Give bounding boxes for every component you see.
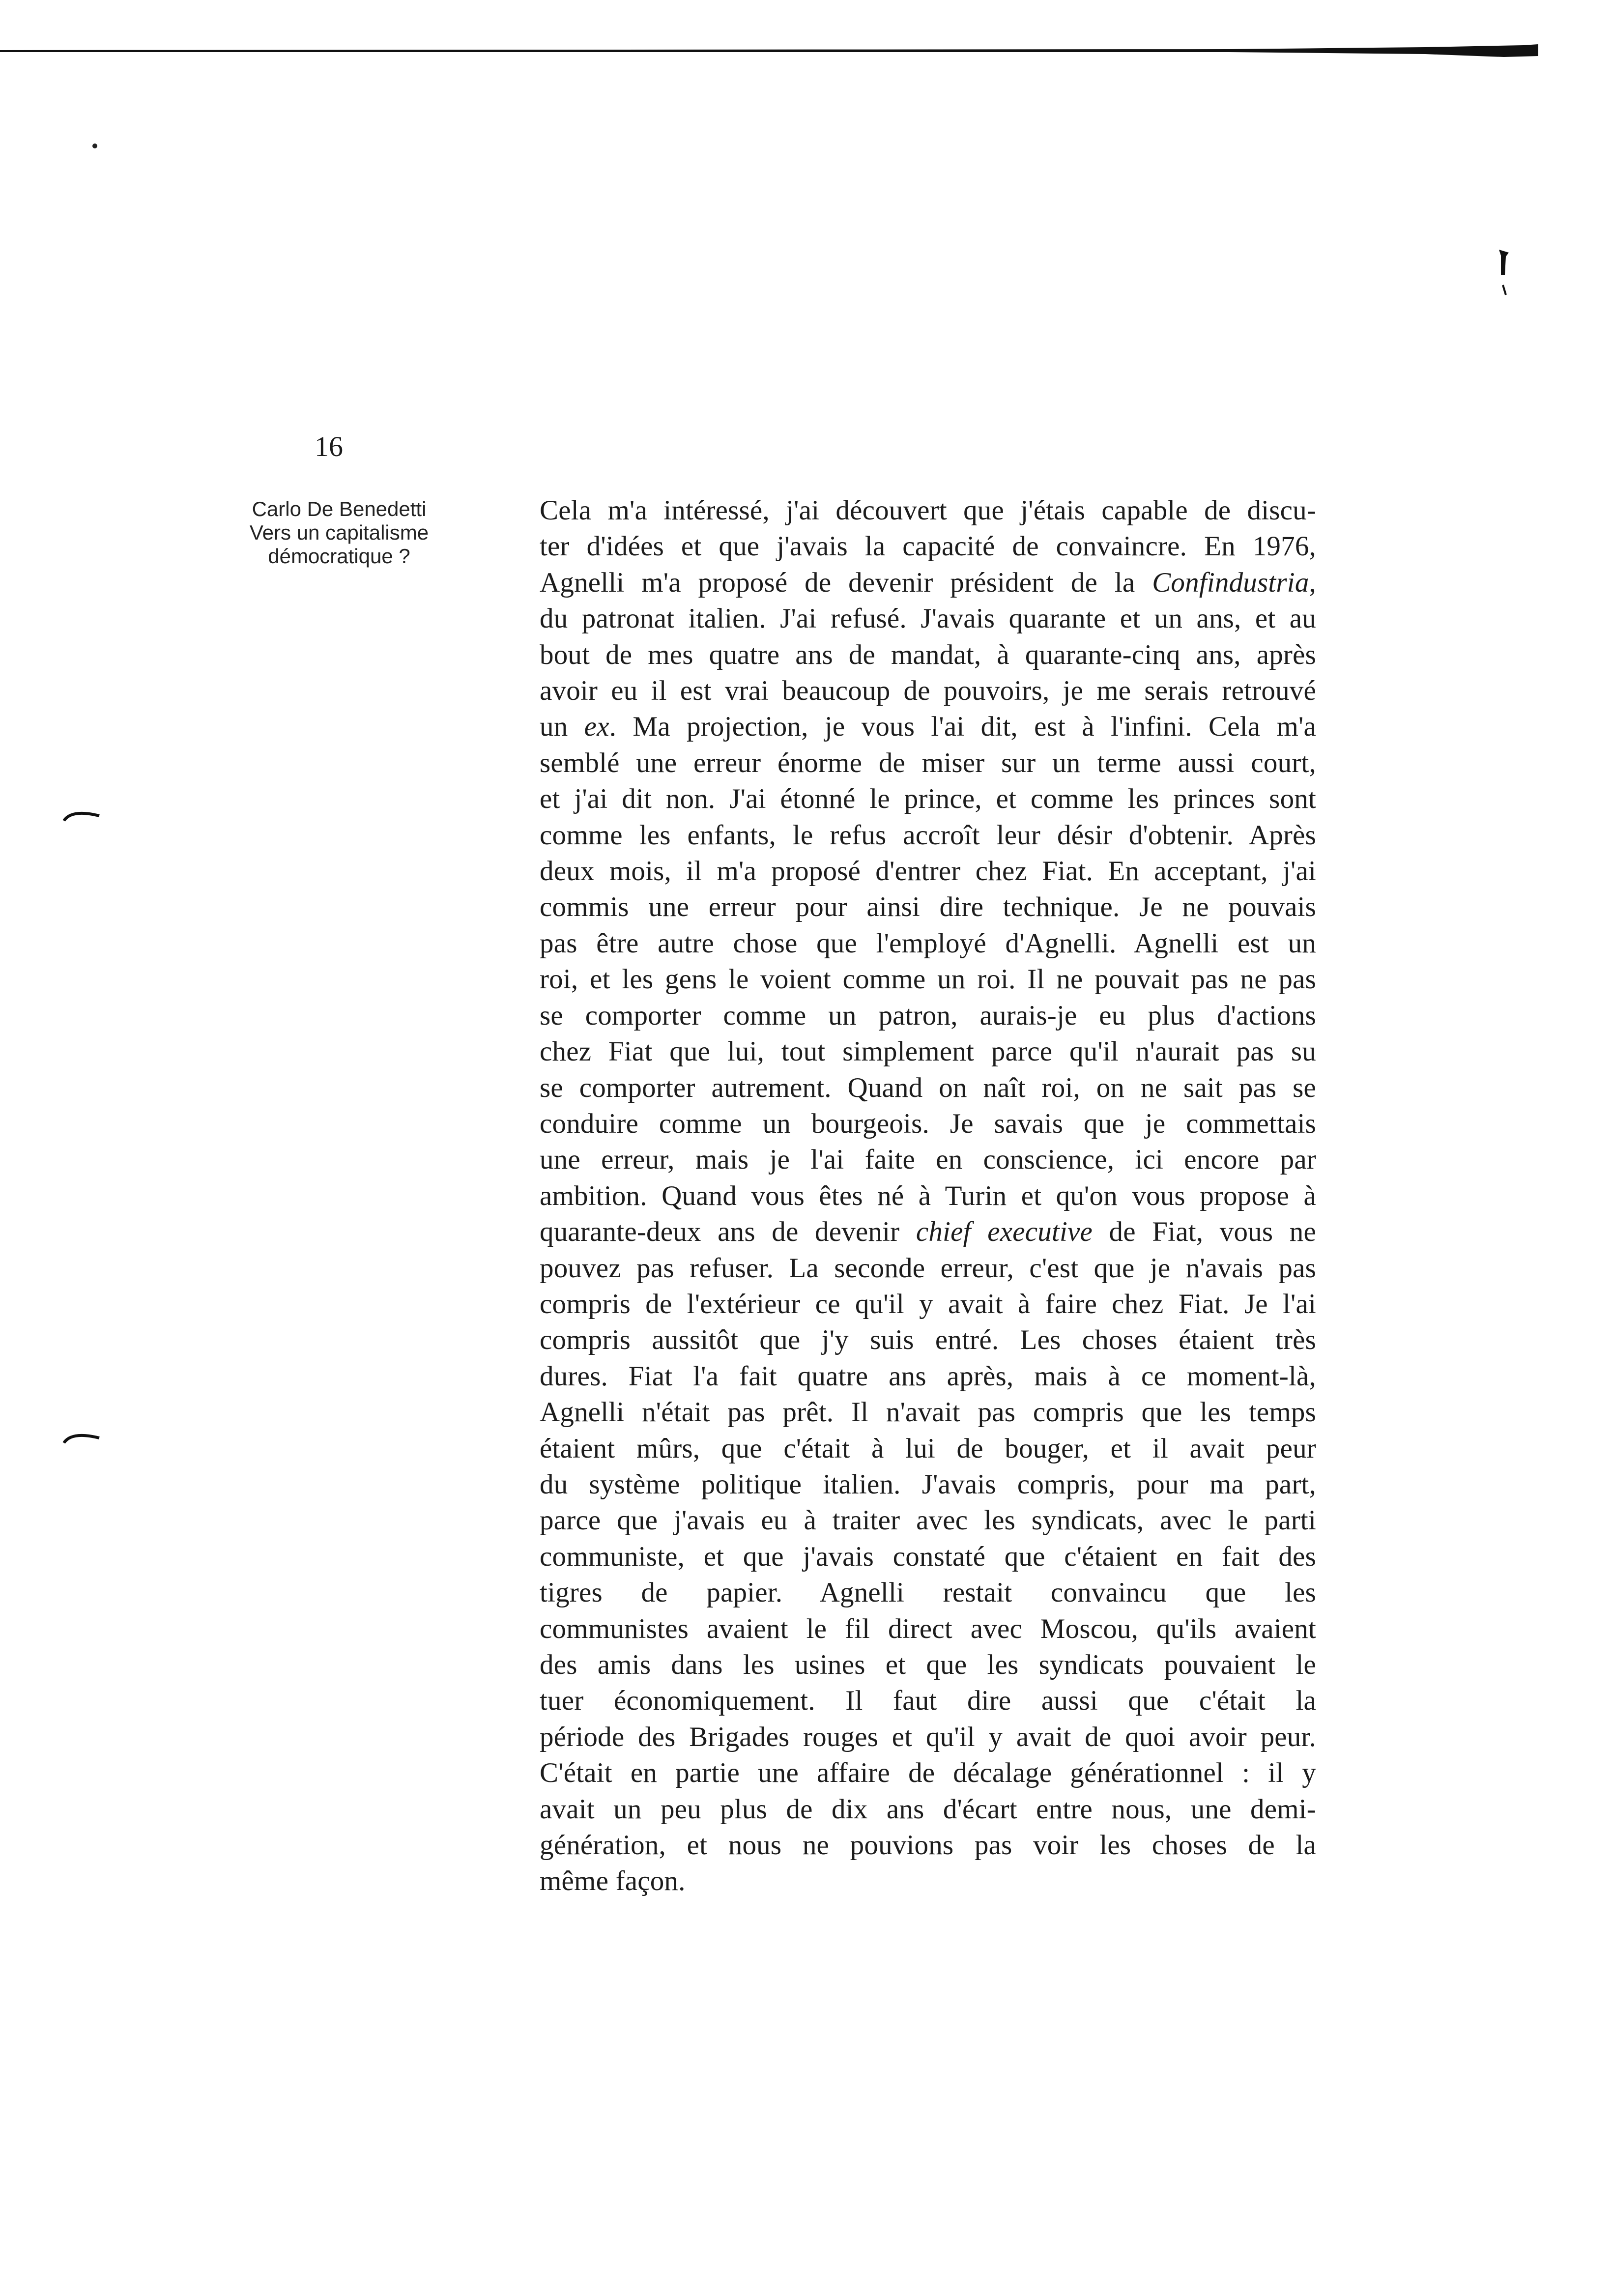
body-line: compris de l'extérieur ce qu'il y avait à faire chez Fiat. Je l'ai xyxy=(540,1288,1316,1320)
body-line: un ex. Ma projection, je vous l'ai dit, est à l'infini. Cela m'a xyxy=(540,711,1316,743)
body-line: pas être autre chose que l'employé d'Agnelli. Agnelli est un xyxy=(540,927,1316,959)
running-head xyxy=(216,497,462,568)
body-line: semblé une erreur énorme de miser sur un terme aussi court, xyxy=(540,747,1316,778)
body-line: Cela m'a intéressé, j'ai découvert que j'étais capable de discu- xyxy=(540,495,1316,526)
body-line: Agnelli m'a proposé de devenir président de la Confindustria, xyxy=(540,567,1316,598)
body-line: communistes avaient le fil direct avec Moscou, qu'ils avaient xyxy=(540,1613,1316,1644)
body-line: chez Fiat que lui, tout simplement parce qu'il n'aurait pas su xyxy=(540,1036,1316,1067)
body-line: parce que j'avais eu à traiter avec les syndicats, avec le parti xyxy=(540,1505,1316,1536)
body-line: comme les enfants, le refus accroît leur désir d'obtenir. Après xyxy=(540,819,1316,851)
body-line: deux mois, il m'a proposé d'entrer chez Fiat. En acceptant, j'ai xyxy=(540,856,1316,887)
body-line: conduire comme un bourgeois. Je savais que je commettais xyxy=(540,1108,1316,1139)
body-line: pouvez pas refuser. La seconde erreur, c'est que je n'avais pas xyxy=(540,1252,1316,1284)
body-line: tigres de papier. Agnelli restait convaincu que les xyxy=(540,1577,1316,1608)
body-line: ter d'idées et que j'avais la capacité de convaincre. En 1976, xyxy=(540,531,1316,562)
body-line: avoir eu il est vrai beaucoup de pouvoirs, je me serais retrouvé xyxy=(540,675,1316,707)
body-line: une erreur, mais je l'ai faite en conscience, ici encore par xyxy=(540,1144,1316,1176)
body-line: période des Brigades rouges et qu'il y avait de quoi avoir peur. xyxy=(540,1721,1316,1752)
body-line: roi, et les gens le voient comme un roi. Il ne pouvait pas ne pas xyxy=(540,964,1316,995)
body-line: commis une erreur pour ainsi dire technique. Je ne pouvais xyxy=(540,891,1316,923)
body-line: compris aussitôt que j'y suis entré. Les choses étaient très xyxy=(540,1324,1316,1356)
body-line: étaient mûrs, que c'était à lui de bouger, et il avait peur xyxy=(540,1433,1316,1464)
margin-bracket-mark xyxy=(62,1428,101,1448)
running-head-title-line2: démocratique ? xyxy=(268,545,410,568)
edge-artifact xyxy=(1494,246,1514,300)
scan-speck xyxy=(91,143,98,149)
body-line: génération, et nous ne pouvions pas voir les choses de la xyxy=(540,1830,1316,1861)
running-head-title-line1: Vers un capitalisme xyxy=(249,521,429,544)
body-line: C'était en partie une affaire de décalage générationnel : il y xyxy=(540,1757,1316,1789)
body-line: dures. Fiat l'a fait quatre ans après, mais à ce moment-là, xyxy=(540,1360,1316,1392)
body-line: des amis dans les usines et que les syndicats pouvaient le xyxy=(540,1649,1316,1680)
body-line: se comporter autrement. Quand on naît roi, on ne sait pas se xyxy=(540,1072,1316,1103)
margin-bracket-mark xyxy=(62,806,101,826)
body-line: et j'ai dit non. J'ai étonné le prince, et comme les princes sont xyxy=(540,783,1316,815)
body-line: du patronat italien. J'ai refusé. J'avais quarante et un ans, et au xyxy=(540,603,1316,634)
body-line: communiste, et que j'avais constaté que c'étaient en fait des xyxy=(540,1541,1316,1572)
body-line: Agnelli n'était pas prêt. Il n'avait pas compris que les temps xyxy=(540,1397,1316,1428)
running-head-author: Carlo De Benedetti xyxy=(252,497,427,520)
body-line: du système politique italien. J'avais compris, pour ma part, xyxy=(540,1468,1316,1500)
body-line: bout de mes quatre ans de mandat, à quarante-cinq ans, après xyxy=(540,639,1316,670)
body-line: se comporter comme un patron, aurais-je eu plus d'actions xyxy=(540,1000,1316,1031)
page-number: 16 xyxy=(315,430,343,462)
body-line: tuer économiquement. Il faut dire aussi que c'était la xyxy=(540,1685,1316,1717)
body-line: quarante-deux ans de devenir chief executive de Fiat, vous ne xyxy=(540,1216,1316,1248)
top-scan-rule xyxy=(0,43,1538,58)
body-line: avait un peu plus de dix ans d'écart entre nous, une demi- xyxy=(540,1793,1316,1825)
body-text xyxy=(540,492,1316,1899)
body-line: même façon. xyxy=(540,1866,686,1897)
body-line: ambition. Quand vous êtes né à Turin et qu'on vous propose à xyxy=(540,1180,1316,1211)
